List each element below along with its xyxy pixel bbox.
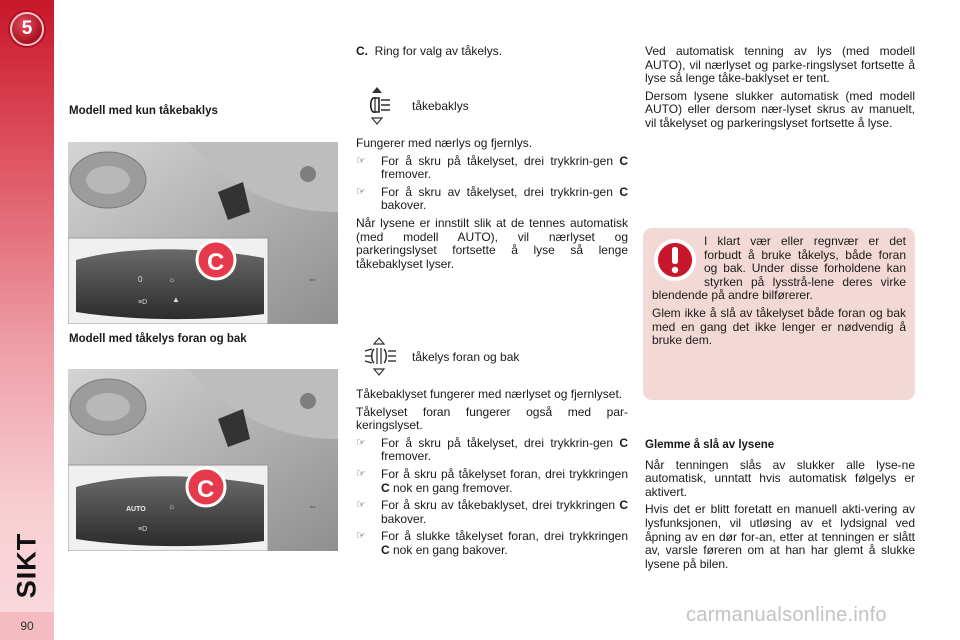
rear-fog-light-icon	[366, 85, 396, 127]
auto-lighting-para-1: Ved automatisk tenning av lys (med modell AUTO), vil nærlyset og parke-ringslyset fortsette å lyse så lenge tåke-baklyset er tent.	[645, 44, 915, 86]
bullet-item: ☞ For å skru av tåkebaklyset, drei trykkringen C bakover.	[356, 498, 628, 526]
auto-note: Når lysene er innstilt slik at de tennes automatisk (med modell AUTO), vil nærlyset og parkeringslyset fortsette å lyse så lenge tåkebaklyset lyser.	[356, 215, 628, 271]
lights-reminder-heading: Glemme å slå av lysene	[645, 439, 775, 451]
ring-text: Ring for valg av tåkelys.	[374, 44, 503, 58]
bullet-item: ☞ For å skru av tåkelyset, drei trykkrin-gen C bakover.	[356, 184, 628, 213]
chapter-sidebar	[0, 0, 54, 640]
photo-rear-fog-stalk	[68, 142, 338, 324]
svg-text:☼: ☼	[168, 502, 176, 511]
watermark: carmanualsonline.info	[686, 604, 887, 626]
auto-lighting-notes	[645, 45, 915, 135]
svg-text:▲: ▲	[172, 295, 180, 304]
ring-caption	[356, 45, 628, 59]
bullet-item: ☞ For å skru på tåkelyset, drei trykkrin-gen C fremover.	[356, 435, 628, 464]
chapter-number-badge: 5	[10, 12, 44, 46]
front-rear-fog-symbol-row	[364, 336, 519, 378]
section-name-label: SIKT	[11, 532, 42, 598]
front-rear-fog-instructions	[356, 388, 628, 562]
photo-front-rear-fog-stalk	[68, 369, 338, 551]
intro-rear-fog: Fungerer med nærlys og fjernlys.	[356, 136, 533, 150]
rear-fog-instructions	[356, 137, 628, 275]
rear-fog-symbol-row	[366, 85, 469, 127]
photo2-auto-label: AUTO	[126, 506, 146, 513]
intro-rear-fog-beam: Tåkebaklyset fungerer med nærlyset og fjernlyset.	[356, 387, 623, 401]
svg-text:≡D: ≡D	[138, 299, 148, 306]
lights-reminder-para-2: Hvis det er blitt foretatt en manuell akti-vering av lysfunksjonen, vil utløsing av et lydsignal ved åpning av en dør for-an, etter at tenningen er slått av, varsle føreren om at han har glemt å slukke lysene på bilen.	[645, 502, 915, 571]
warning-exclamation-icon	[650, 235, 700, 285]
warning-text-2: Glem ikke å slå av tåkelyset både foran og bak med en gang det ikke lenger er nødvendig å bruke dem.	[652, 305, 906, 348]
intro-front-fog-parking: Tåkelyset foran fungerer også med par-keringslyset.	[356, 404, 628, 433]
ring-label: C.	[356, 44, 368, 58]
svg-text:≡D: ≡D	[138, 526, 148, 533]
section-name	[2, 520, 52, 610]
front-rear-fog-light-icon	[364, 336, 404, 378]
warning-box	[643, 228, 915, 400]
front-rear-fog-symbol-label: tåkelys foran og bak	[412, 350, 520, 364]
auto-lighting-para-2: Dersom lysene slukker automatisk (med modell AUTO) eller dersom nær-lyset skrus av manuelt, vil tåkelyset og parkeringslyset fortsette å lyse.	[645, 88, 915, 130]
heading-rear-fog-only: Modell med kun tåkebaklys	[69, 105, 218, 117]
svg-text:0: 0	[138, 275, 143, 284]
bullet-item: ☞ For å skru på tåkelyset, drei trykkrin-gen C fremover.	[356, 153, 628, 182]
svg-text:⇔: ⇔	[308, 501, 317, 511]
photo1-control-letter: C	[207, 249, 225, 276]
photo2-control-letter: C	[197, 476, 215, 503]
bullet-item: ☞ For å slukke tåkelyset foran, drei trykkringen C nok en gang bakover.	[356, 529, 628, 557]
lights-reminder-para-1: Når tenningen slås av slukker alle lyse-ne automatisk, unntatt hvis automatisk følgelys er aktivert.	[645, 457, 915, 499]
svg-text:⇔: ⇔	[308, 274, 317, 284]
heading-front-rear-fog: Modell med tåkelys foran og bak	[69, 333, 247, 345]
bullet-item: ☞ For å skru på tåkelyset foran, drei trykkringen C nok en gang fremover.	[356, 466, 628, 495]
warning-text-1: I klart vær eller regnvær er det forbudt å bruke tåkelys, både foran og bak. Under disse forholdene kan styrken på lysstrå-lene deres virke blendende på andre bilførerer.	[652, 234, 906, 303]
svg-text:☼: ☼	[168, 275, 176, 284]
rear-fog-symbol-label: tåkebaklys	[412, 99, 469, 113]
page-number: 90	[0, 612, 54, 640]
lights-reminder-section	[645, 439, 915, 575]
